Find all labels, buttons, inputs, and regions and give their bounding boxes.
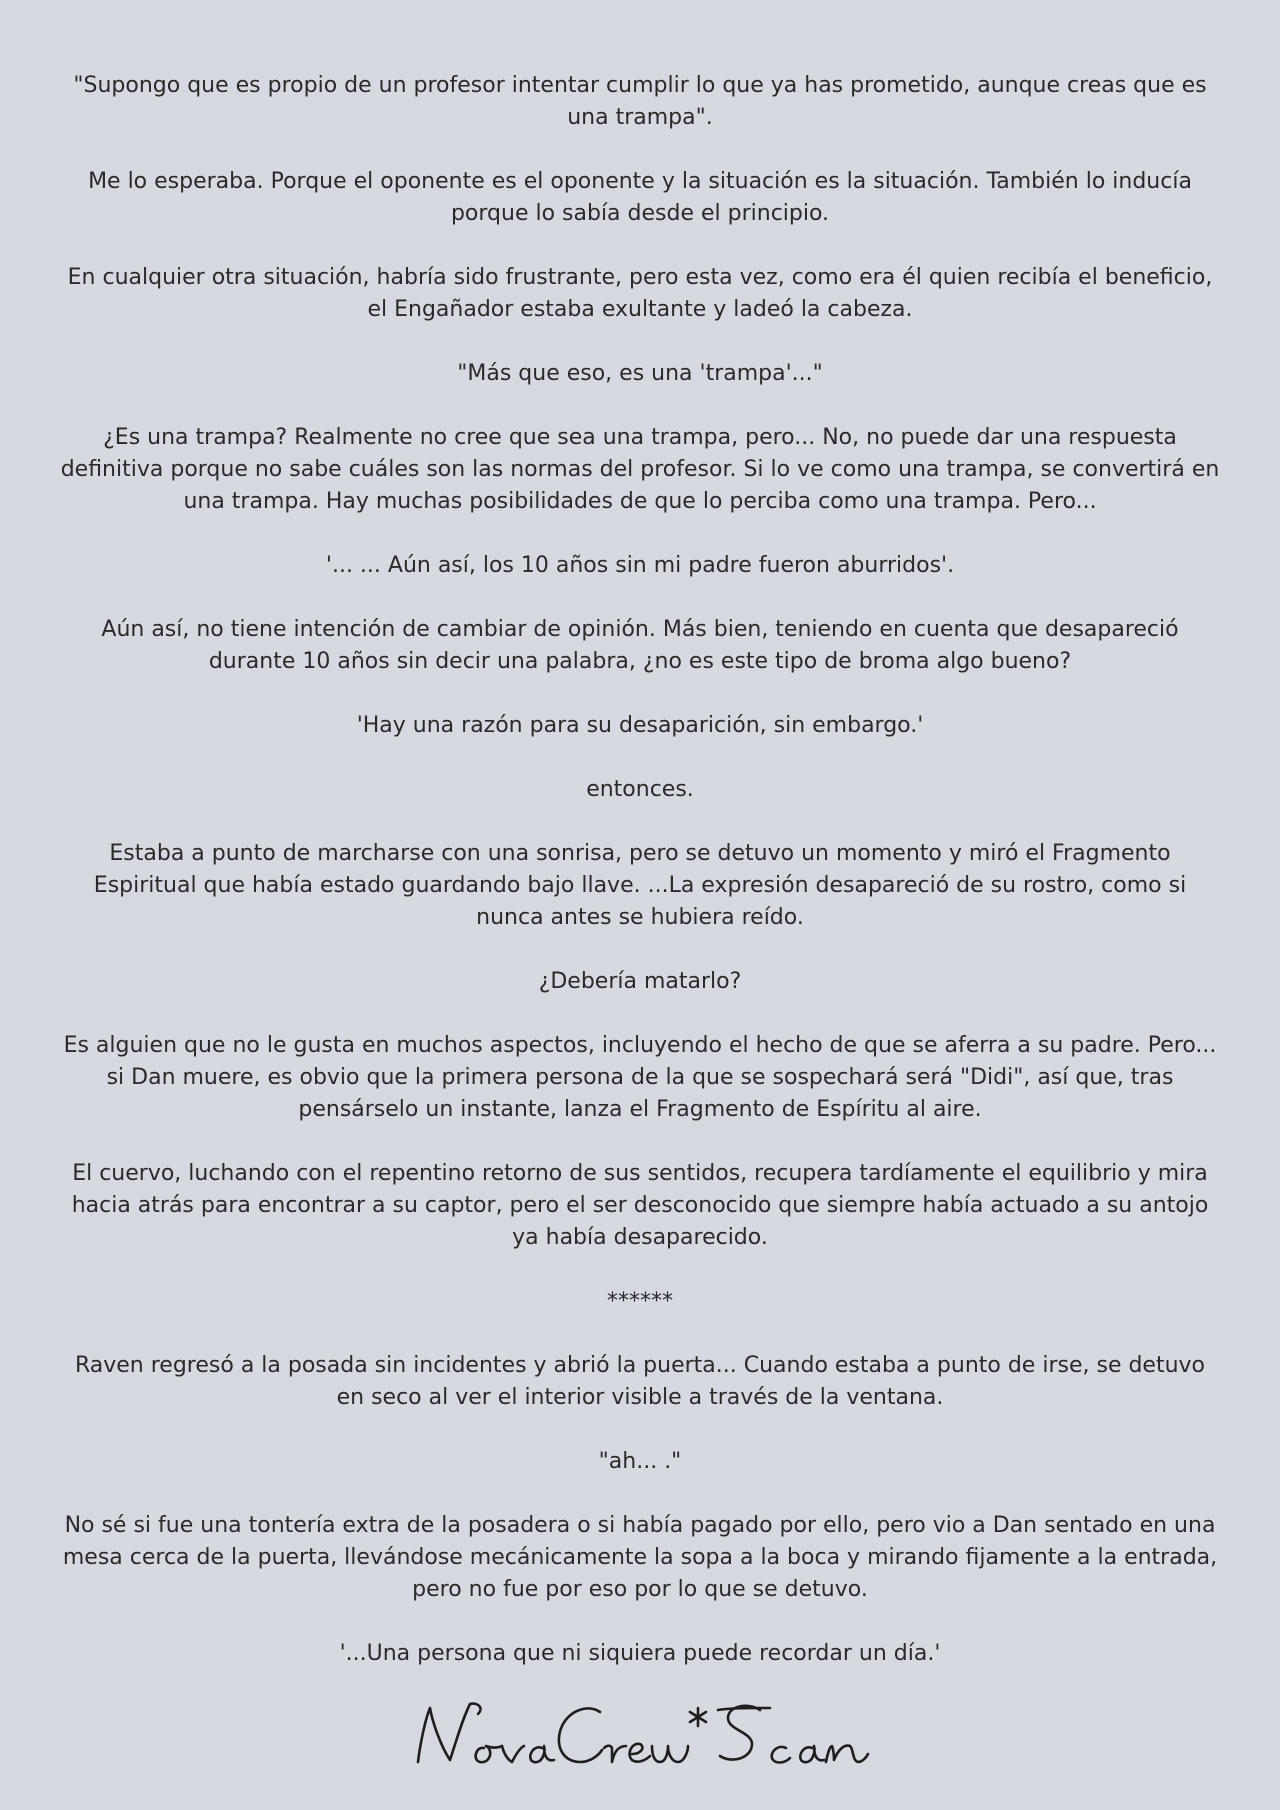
paragraph: '... ... Aún así, los 10 años sin mi padre fueron aburridos'. xyxy=(325,553,955,578)
paragraph: '...Una persona que ni siquiera puede recordar un día.' xyxy=(339,1641,941,1666)
paragraph: Aún así, no tiene intención de cambiar de opinión. Más bien, teniendo en cuenta que desapareció durante 10 años sin decir una palabra, ¿no es este tipo de broma algo bueno? xyxy=(101,617,1179,674)
paragraph: "Supongo que es propio de un profesor intentar cumplir lo que ya has prometido, aunque creas que es una trampa". xyxy=(73,73,1207,130)
paragraph: Raven regresó a la posada sin incidentes y abrió la puerta... Cuando estaba a punto de irse, se detuvo en seco al ver el interior visible a través de la ventana. xyxy=(74,1353,1206,1410)
paragraph: ¿Es una trampa? Realmente no cree que sea una trampa, pero... No, no puede dar una respuesta definitiva porque no sabe cuáles son las normas del profesor. Si lo ve como una trampa, se convertirá en una trampa. Hay muchas posibilidades de que lo perciba como una trampa. Pero... xyxy=(60,425,1220,514)
paragraph: 'Hay una razón para su desaparición, sin embargo.' xyxy=(356,713,924,738)
paragraph: Me lo esperaba. Porque el oponente es el oponente y la situación es la situación. También lo inducía porque lo sabía desde el principio. xyxy=(88,169,1192,226)
scanlator-signature xyxy=(0,1690,1280,1780)
paragraph: Estaba a punto de marcharse con una sonrisa, pero se detuvo un momento y miró el Fragmento Espiritual que había estado guardando bajo llave. ...La expresión desapareció de su rostro, como si nunca antes se hubiera reído. xyxy=(93,841,1187,930)
paragraph: "Más que eso, es una 'trampa'..." xyxy=(457,361,823,386)
paragraph: ¿Debería matarlo? xyxy=(538,969,742,994)
paragraph: entonces. xyxy=(586,777,694,802)
scene-break: ****** xyxy=(607,1289,673,1314)
paragraph: No sé si fue una tontería extra de la posadera o si había pagado por ello, pero vio a Dan sentado en una mesa cerca de la puerta, llevándose mecánicamente la sopa a la boca y mirando fijamente a la entrada, pero no fue por eso por lo que se detuvo. xyxy=(62,1513,1218,1602)
paragraph: "ah... ." xyxy=(598,1449,682,1474)
signature-logo xyxy=(0,1690,1280,1780)
story-text xyxy=(60,70,1220,1702)
paragraph: Es alguien que no le gusta en muchos aspectos, incluyendo el hecho de que se aferra a su padre. Pero... si Dan muere, es obvio que la primera persona de la que se sospechará será "Didi", así que, tras pensárselo un instante, lanza el Fragmento de Espíritu al aire. xyxy=(63,1033,1217,1122)
paragraph: El cuervo, luchando con el repentino retorno de sus sentidos, recupera tardíamente el equilibrio y mira hacia atrás para encontrar a su captor, pero el ser desconocido que siempre había actuado a su antojo ya había desaparecido. xyxy=(71,1161,1209,1250)
paragraph: En cualquier otra situación, habría sido frustrante, pero esta vez, como era él quien recibía el beneficio, el Engañador estaba exultante y ladeó la cabeza. xyxy=(67,265,1213,322)
